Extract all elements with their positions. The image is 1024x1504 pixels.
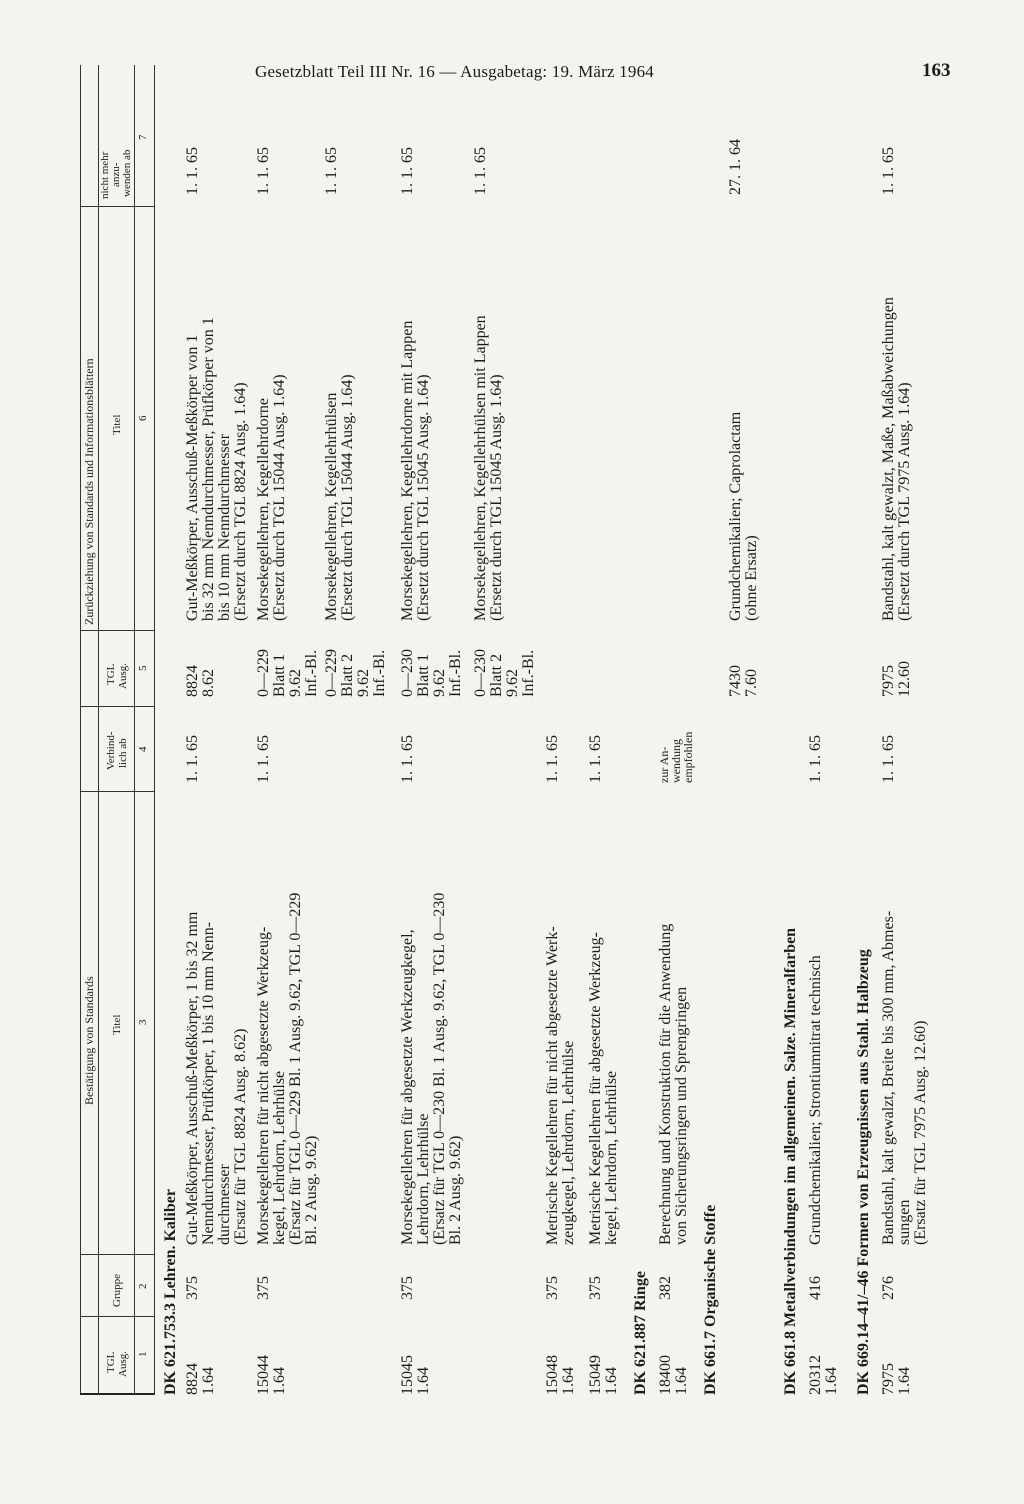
withdrawn-tgl: 0—230	[472, 649, 489, 697]
tgl-number: 15045	[399, 1355, 416, 1395]
tgl-number: 15049	[587, 1355, 604, 1395]
title-line: (Ersatz für TGL 7975 Ausg. 12.60)	[912, 1020, 929, 1245]
col-divider-6	[80, 206, 154, 207]
rotated-standards-table	[48, 65, 958, 1395]
group-withdraw-title: Zurückziehung von Standards und Informationsblättern	[82, 358, 96, 625]
col-divider-4	[80, 706, 154, 707]
col-divider-3	[80, 791, 154, 792]
withdrawn-title-line: (Ersetzt durch TGL 8824 Ausg. 1.64)	[232, 382, 249, 621]
withdrawn-title-line: (Ersetzt durch TGL 15045 Ausg. 1.64)	[488, 374, 505, 621]
tgl-edition: 1.64	[823, 1367, 840, 1395]
col-num-6: 6	[137, 415, 149, 421]
title-line: sungen	[896, 1199, 913, 1245]
withdrawn-tgl: 0—230	[399, 649, 416, 697]
withdrawn-infobl: Inf.-Bl.	[447, 649, 464, 697]
withdrawn-sheet: Blatt 2	[488, 653, 505, 697]
header-mid-rule	[134, 65, 135, 1395]
group-code: 276	[880, 1276, 897, 1300]
col2-header: Gruppe	[111, 1274, 123, 1307]
group-code: 375	[587, 1276, 604, 1300]
col-num-7: 7	[137, 134, 149, 140]
title-line: (Ersatz für TGL 8824 Ausg. 8.62)	[232, 1028, 249, 1245]
withdrawn-title-line: (Ersetzt durch TGL 15044 Ausg. 1.64)	[339, 374, 356, 621]
withdrawn-title-line: (Ersetzt durch TGL 15045 Ausg. 1.64)	[415, 374, 432, 621]
col-divider-2	[80, 1254, 154, 1255]
withdrawn-edition: 8.62	[200, 669, 217, 697]
withdrawn-title-line: Morsekegellehren, Kegellehrhülsen mit Lappen	[472, 315, 489, 621]
withdrawn-tgl: 7975	[880, 665, 897, 697]
col5-header-line2: Ausg.	[117, 663, 129, 689]
binding-date: 1. 1. 65	[544, 735, 561, 783]
binding-date: 1. 1. 65	[807, 735, 824, 783]
binding-date: 1. 1. 65	[587, 735, 604, 783]
running-header: Gesetzblatt Teil III Nr. 16 — Ausgabetag: 19. März 1964	[255, 62, 654, 81]
title-line: Metrische Kegellehren für abgesetzte Werkzeug-	[587, 932, 604, 1245]
title-line: Berechnung und Konstruktion für die Anwendung	[657, 923, 674, 1245]
withdrawn-title-line: (Ersetzt durch TGL 15044 Ausg. 1.64)	[271, 374, 288, 621]
tgl-number: 15048	[544, 1355, 561, 1395]
binding-date: 1. 1. 65	[399, 735, 416, 783]
binding-recommendation: empfohlen	[681, 731, 695, 783]
page-number: 163	[922, 60, 951, 81]
title-line: durchmesser	[216, 1164, 233, 1245]
withdrawn-sheet: Blatt 1	[271, 653, 288, 697]
col-num-5: 5	[137, 665, 149, 671]
withdrawn-infobl: Inf.-Bl.	[371, 649, 388, 697]
binding-recommendation: wendung	[669, 739, 683, 783]
no-longer-valid-date: 1. 1. 65	[880, 147, 897, 195]
withdrawn-title-line: Morsekegellehren, Kegellehrdorne mit Lappen	[399, 320, 416, 621]
col4-header-line1: Verbind-	[105, 731, 117, 770]
no-longer-valid-date: 27. 1. 64	[727, 139, 744, 195]
withdrawn-sheet: Blatt 2	[339, 653, 356, 697]
section-heading: DK 621.887 Ringe	[632, 1271, 649, 1395]
col7-header-line1: nicht mehr	[99, 151, 111, 199]
binding-recommendation: zur An-	[657, 746, 671, 783]
col-num-4: 4	[137, 746, 149, 752]
withdrawn-title-line: Morsekegellehren, Kegellehrdorne	[255, 397, 272, 621]
tgl-edition: 1.64	[673, 1367, 690, 1395]
binding-date: 1. 1. 65	[184, 735, 201, 783]
col-divider-1	[80, 1316, 154, 1317]
title-line: Lehrdorn, Lehrhülse	[415, 1113, 432, 1245]
withdrawn-title-line: bis 32 mm Nenndurchmesser, Prüfkörper von 1	[200, 317, 217, 621]
col-num-3: 3	[137, 1019, 149, 1025]
withdrawn-title-line: Bandstahl, kalt gewalzt, Maße, Maßabweichungen	[880, 297, 897, 621]
tgl-number: 8824	[184, 1363, 201, 1395]
binding-date: 1. 1. 65	[255, 735, 272, 783]
col-num-1: 1	[137, 1351, 149, 1357]
withdrawn-title-line: Grundchemikalien; Caprolactam	[727, 411, 744, 621]
withdrawn-title-line: Gut-Meßkörper, Ausschuß-Meßkörper von 1	[184, 334, 201, 621]
section-heading: DK 669.14–41/–46 Formen von Erzeugnissen aus Stahl. Halbzeug	[855, 949, 872, 1395]
title-line: (Ersatz für TGL 0—229 Bl. 1 Ausg. 9.62, TGL 0—229	[287, 892, 304, 1245]
col5-header-line1: TGL	[105, 663, 117, 685]
withdrawn-tgl: 8824	[184, 665, 201, 697]
title-line: Gut-Meßkörper, Ausschuß-Meßkörper, 1 bis 32 mm	[184, 911, 201, 1245]
col4-header-line2: lich ab	[117, 738, 129, 768]
no-longer-valid-date: 1. 1. 65	[472, 147, 489, 195]
withdrawn-title-line: (Ersetzt durch TGL 7975 Ausg. 1.64)	[896, 382, 913, 621]
withdrawn-tgl: 0—229	[323, 649, 340, 697]
withdrawn-edition: 9.62	[431, 669, 448, 697]
binding-date: 1. 1. 65	[880, 735, 897, 783]
col3-header: Titel	[111, 1014, 123, 1035]
title-line: Nenndurchmesser, Prüfkörper, 1 bis 10 mm Nenn-	[200, 921, 217, 1245]
withdrawn-infobl: Inf.-Bl.	[303, 649, 320, 697]
title-line: Bl. 2 Ausg. 9.62)	[303, 1135, 320, 1245]
no-longer-valid-date: 1. 1. 65	[323, 147, 340, 195]
col7-header-line2: anzu-	[110, 162, 122, 187]
title-line: Bandstahl, kalt gewalzt, Breite bis 300 mm, Abmes-	[880, 910, 897, 1245]
table-left-rule	[80, 1393, 154, 1395]
group-code: 375	[544, 1276, 561, 1300]
group-confirm-title: Bestätigung von Standards	[82, 976, 96, 1105]
withdrawn-edition: 9.62	[504, 669, 521, 697]
withdrawn-tgl: 0—229	[255, 649, 272, 697]
section-heading: DK 661.7 Organische Stoffe	[702, 1204, 719, 1395]
withdrawn-edition: 12.60	[896, 661, 913, 697]
title-line: kegel, Lehrdorn, Lehrhülse	[603, 1070, 620, 1245]
group-code: 375	[184, 1276, 201, 1300]
withdrawn-title-line: bis 10 mm Nenndurchmesser	[216, 433, 233, 621]
group-code: 416	[807, 1276, 824, 1300]
title-line: Morsekegellehren für nicht abgesetzte Werkzeug-	[255, 926, 272, 1245]
col7-header-line3: wenden ab	[121, 149, 133, 197]
no-longer-valid-date: 1. 1. 65	[255, 147, 272, 195]
no-longer-valid-date: 1. 1. 65	[399, 147, 416, 195]
title-line: zeugkegel, Lehrdorn, Lehrhülse	[560, 1040, 577, 1245]
title-line: kegel, Lehrdorn, Lehrhülse	[271, 1070, 288, 1245]
tgl-edition: 1.64	[560, 1367, 577, 1395]
withdrawn-title-line: Morsekegellehren, Kegellehrhülsen	[323, 392, 340, 621]
col6-header: Titel	[111, 414, 123, 435]
header-bottom-rule	[154, 65, 155, 1395]
no-longer-valid-date: 1. 1. 65	[184, 147, 201, 195]
group-rule-left	[98, 707, 99, 1395]
tgl-number: 20312	[807, 1355, 824, 1395]
title-line: von Sicherungsringen und Sprengringen	[673, 986, 690, 1245]
tgl-number: 7975	[880, 1363, 897, 1395]
tgl-edition: 1.64	[896, 1367, 913, 1395]
withdrawn-edition: 9.62	[355, 669, 372, 697]
col-divider-5	[80, 630, 154, 631]
withdrawn-tgl: 7430	[727, 665, 744, 697]
title-line: (Ersatz für TGL 0—230 Bl. 1 Ausg. 9.62, TGL 0—230	[431, 892, 448, 1245]
group-code: 382	[657, 1276, 674, 1300]
tgl-edition: 1.64	[415, 1367, 432, 1395]
title-line: Metrische Kegellehren für nicht abgesetzte Werk-	[544, 926, 561, 1245]
col1-header-line1: TGL	[105, 1351, 117, 1373]
title-line: Grundchemikalien; Strontiumnitrat technisch	[807, 955, 824, 1245]
withdrawn-infobl: Inf.-Bl.	[520, 649, 537, 697]
header-top-rule	[80, 65, 81, 1395]
tgl-edition: 1.64	[271, 1367, 288, 1395]
withdrawn-edition: 7.60	[743, 669, 760, 697]
group-code: 375	[399, 1276, 416, 1300]
group-code: 375	[255, 1276, 272, 1300]
col-num-2: 2	[137, 1283, 149, 1289]
tgl-edition: 1.64	[200, 1367, 217, 1395]
tgl-number: 18400	[657, 1355, 674, 1395]
withdrawn-sheet: Blatt 1	[415, 653, 432, 697]
title-line: Morsekegellehren für abgesetzte Werkzeugkegel,	[399, 929, 416, 1245]
withdrawn-title-line: (ohne Ersatz)	[743, 535, 760, 621]
tgl-number: 15044	[255, 1355, 272, 1395]
col1-header-line2: Ausg.	[117, 1351, 129, 1377]
section-heading: DK 621.753.3 Lehren. Kaliber	[162, 1189, 179, 1395]
section-heading: DK 661.8 Metallverbindungen im allgemeinen. Salze. Mineralfarben	[782, 927, 799, 1395]
title-line: Bl. 2 Ausg. 9.62)	[447, 1135, 464, 1245]
tgl-edition: 1.64	[603, 1367, 620, 1395]
withdrawn-edition: 9.62	[287, 669, 304, 697]
